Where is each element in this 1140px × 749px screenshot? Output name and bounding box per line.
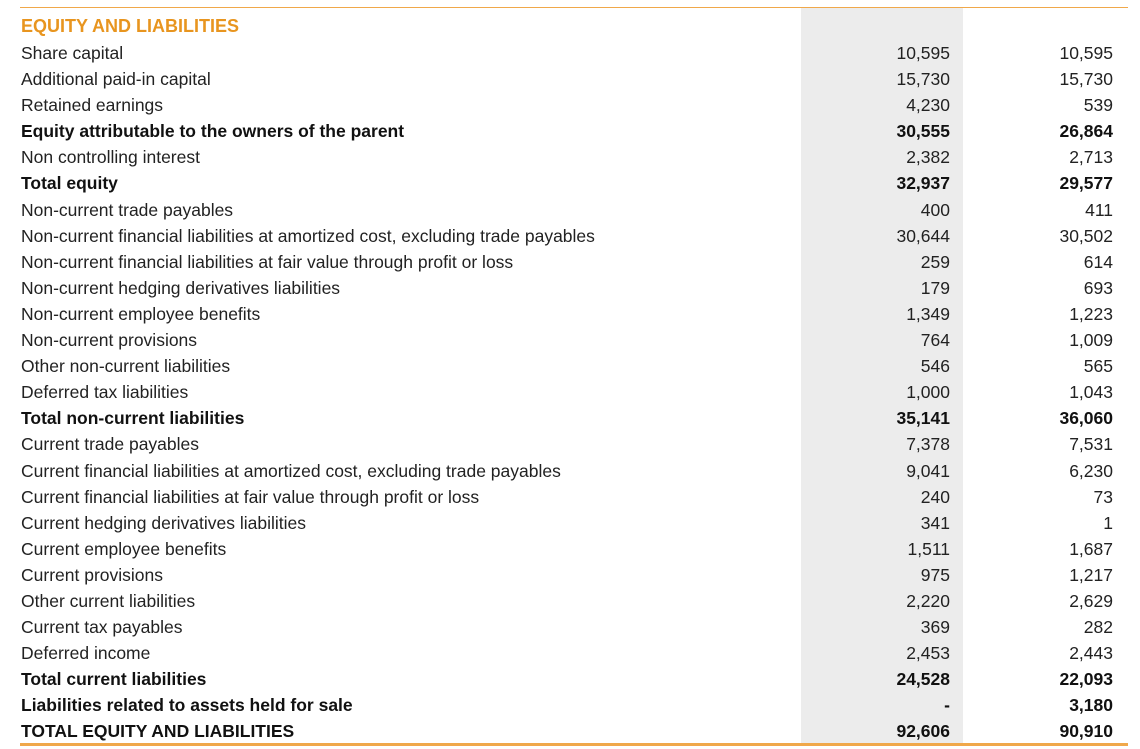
row-value-current: 24,528 <box>896 669 950 690</box>
row-label: Current hedging derivatives liabilities <box>21 512 307 533</box>
row-value-prior: 1 <box>1103 512 1113 533</box>
table-row <box>0 536 1140 562</box>
table-row <box>0 484 1140 510</box>
row-value-current: 764 <box>920 330 950 351</box>
row-value-prior: 2,629 <box>1069 590 1113 611</box>
row-value-prior: 7,531 <box>1069 434 1113 455</box>
row-value-prior: 1,217 <box>1069 564 1113 585</box>
row-label: Non-current financial liabilities at fair value through profit or loss <box>21 251 514 272</box>
table-row <box>0 118 1140 144</box>
row-value-current: 240 <box>920 486 950 507</box>
row-value-prior: 411 <box>1085 199 1113 220</box>
row-label: Other current liabilities <box>21 590 196 611</box>
table-row <box>0 718 1140 744</box>
row-label: Current employee benefits <box>21 538 227 559</box>
row-label: Retained earnings <box>21 95 164 116</box>
row-label: Total non-current liabilities <box>21 408 245 429</box>
table-row <box>0 431 1140 457</box>
row-value-current: 10,595 <box>896 43 950 63</box>
row-label: Current tax payables <box>21 617 183 638</box>
row-label: Additional paid-in capital <box>21 69 211 90</box>
row-value-current: 341 <box>920 512 950 533</box>
table-row <box>0 588 1140 614</box>
row-value-current: 4,230 <box>906 95 950 116</box>
row-label: Liabilities related to assets held for sale <box>21 695 353 716</box>
row-label: Non-current trade payables <box>21 199 234 220</box>
row-value-current: 2,453 <box>906 643 950 664</box>
row-label: Current trade payables <box>21 434 200 455</box>
table-row <box>0 692 1140 718</box>
table-row <box>0 301 1140 327</box>
row-value-prior: 1,009 <box>1069 330 1113 351</box>
table-row <box>0 510 1140 536</box>
row-value-current: 15,730 <box>896 69 950 90</box>
row-value-prior: 26,864 <box>1059 121 1113 142</box>
row-value-prior: 29,577 <box>1059 173 1113 194</box>
table-row <box>0 458 1140 484</box>
row-value-prior: 3,180 <box>1069 695 1113 716</box>
table-row <box>0 640 1140 666</box>
table-row <box>0 614 1140 640</box>
row-value-current: 259 <box>920 251 950 272</box>
row-label: Non-current hedging derivatives liabilities <box>21 277 341 298</box>
row-value-prior: 73 <box>1093 486 1113 507</box>
row-label: Non-current provisions <box>21 330 198 351</box>
row-label: Share capital <box>21 43 124 63</box>
table-row <box>0 66 1140 92</box>
row-value-current: 32,937 <box>896 173 950 194</box>
table-row <box>0 249 1140 275</box>
table-row <box>0 405 1140 431</box>
row-value-prior: 282 <box>1083 617 1113 638</box>
row-value-current: - <box>944 695 950 716</box>
row-label: Non controlling interest <box>21 147 200 168</box>
row-value-prior: 539 <box>1083 95 1113 116</box>
row-value-prior: 30,502 <box>1059 225 1113 246</box>
table-row <box>0 666 1140 692</box>
table-row <box>0 275 1140 301</box>
table-row <box>0 144 1140 170</box>
table-row <box>0 92 1140 118</box>
row-value-current: 9,041 <box>906 460 950 481</box>
row-value-current: 1,000 <box>906 382 950 403</box>
row-label: Non-current employee benefits <box>21 303 261 324</box>
row-label: Current financial liabilities at amortized cost, excluding trade payables <box>21 460 561 481</box>
row-label: Total equity <box>21 173 118 194</box>
row-value-current: 369 <box>920 617 950 638</box>
row-value-current: 92,606 <box>896 721 950 742</box>
row-label: Current financial liabilities at fair value through profit or loss <box>21 486 480 507</box>
table-row <box>0 223 1140 249</box>
row-value-prior: 1,043 <box>1069 382 1113 403</box>
table-row <box>0 170 1140 196</box>
row-label: Equity attributable to the owners of the parent <box>21 121 405 142</box>
row-value-current: 179 <box>920 277 950 298</box>
row-value-prior: 36,060 <box>1059 408 1113 429</box>
row-value-prior: 10,595 <box>1059 43 1113 63</box>
row-label: TOTAL EQUITY AND LIABILITIES <box>21 721 295 742</box>
row-value-current: 975 <box>920 564 950 585</box>
row-label: Total current liabilities <box>21 669 207 690</box>
row-value-prior: 1,223 <box>1069 303 1113 324</box>
row-value-current: 7,378 <box>906 434 950 455</box>
row-value-prior: 565 <box>1083 356 1113 377</box>
row-value-current: 35,141 <box>896 408 950 429</box>
balance-sheet-table <box>0 40 1140 745</box>
row-value-current: 1,511 <box>907 538 950 559</box>
table-row <box>0 40 1140 66</box>
table-row <box>0 197 1140 223</box>
row-value-prior: 22,093 <box>1059 669 1113 690</box>
row-value-current: 400 <box>920 199 950 220</box>
row-value-prior: 90,910 <box>1059 721 1113 742</box>
row-value-current: 2,220 <box>906 590 950 611</box>
row-value-prior: 6,230 <box>1069 460 1113 481</box>
row-label: Non-current financial liabilities at amortized cost, excluding trade payables <box>21 225 595 246</box>
row-value-prior: 614 <box>1083 251 1113 272</box>
row-value-prior: 1,687 <box>1069 538 1113 559</box>
table-row <box>0 353 1140 379</box>
row-label: Deferred income <box>21 643 151 664</box>
row-label: Deferred tax liabilities <box>21 382 189 403</box>
row-value-current: 30,555 <box>896 121 950 142</box>
row-label: Current provisions <box>21 564 163 585</box>
row-value-current: 30,644 <box>896 225 950 246</box>
section-title: EQUITY AND LIABILITIES <box>21 16 240 36</box>
row-value-current: 546 <box>920 356 950 377</box>
row-value-current: 2,382 <box>906 147 950 168</box>
bottom-rule <box>20 743 1128 746</box>
row-value-current: 1,349 <box>906 303 950 324</box>
table-row <box>0 379 1140 405</box>
table-row <box>0 562 1140 588</box>
row-value-prior: 15,730 <box>1059 69 1113 90</box>
table-row <box>0 327 1140 353</box>
row-label: Other non-current liabilities <box>21 356 231 377</box>
row-value-prior: 693 <box>1083 277 1113 298</box>
row-value-prior: 2,713 <box>1069 147 1113 168</box>
row-value-prior: 2,443 <box>1069 643 1113 664</box>
